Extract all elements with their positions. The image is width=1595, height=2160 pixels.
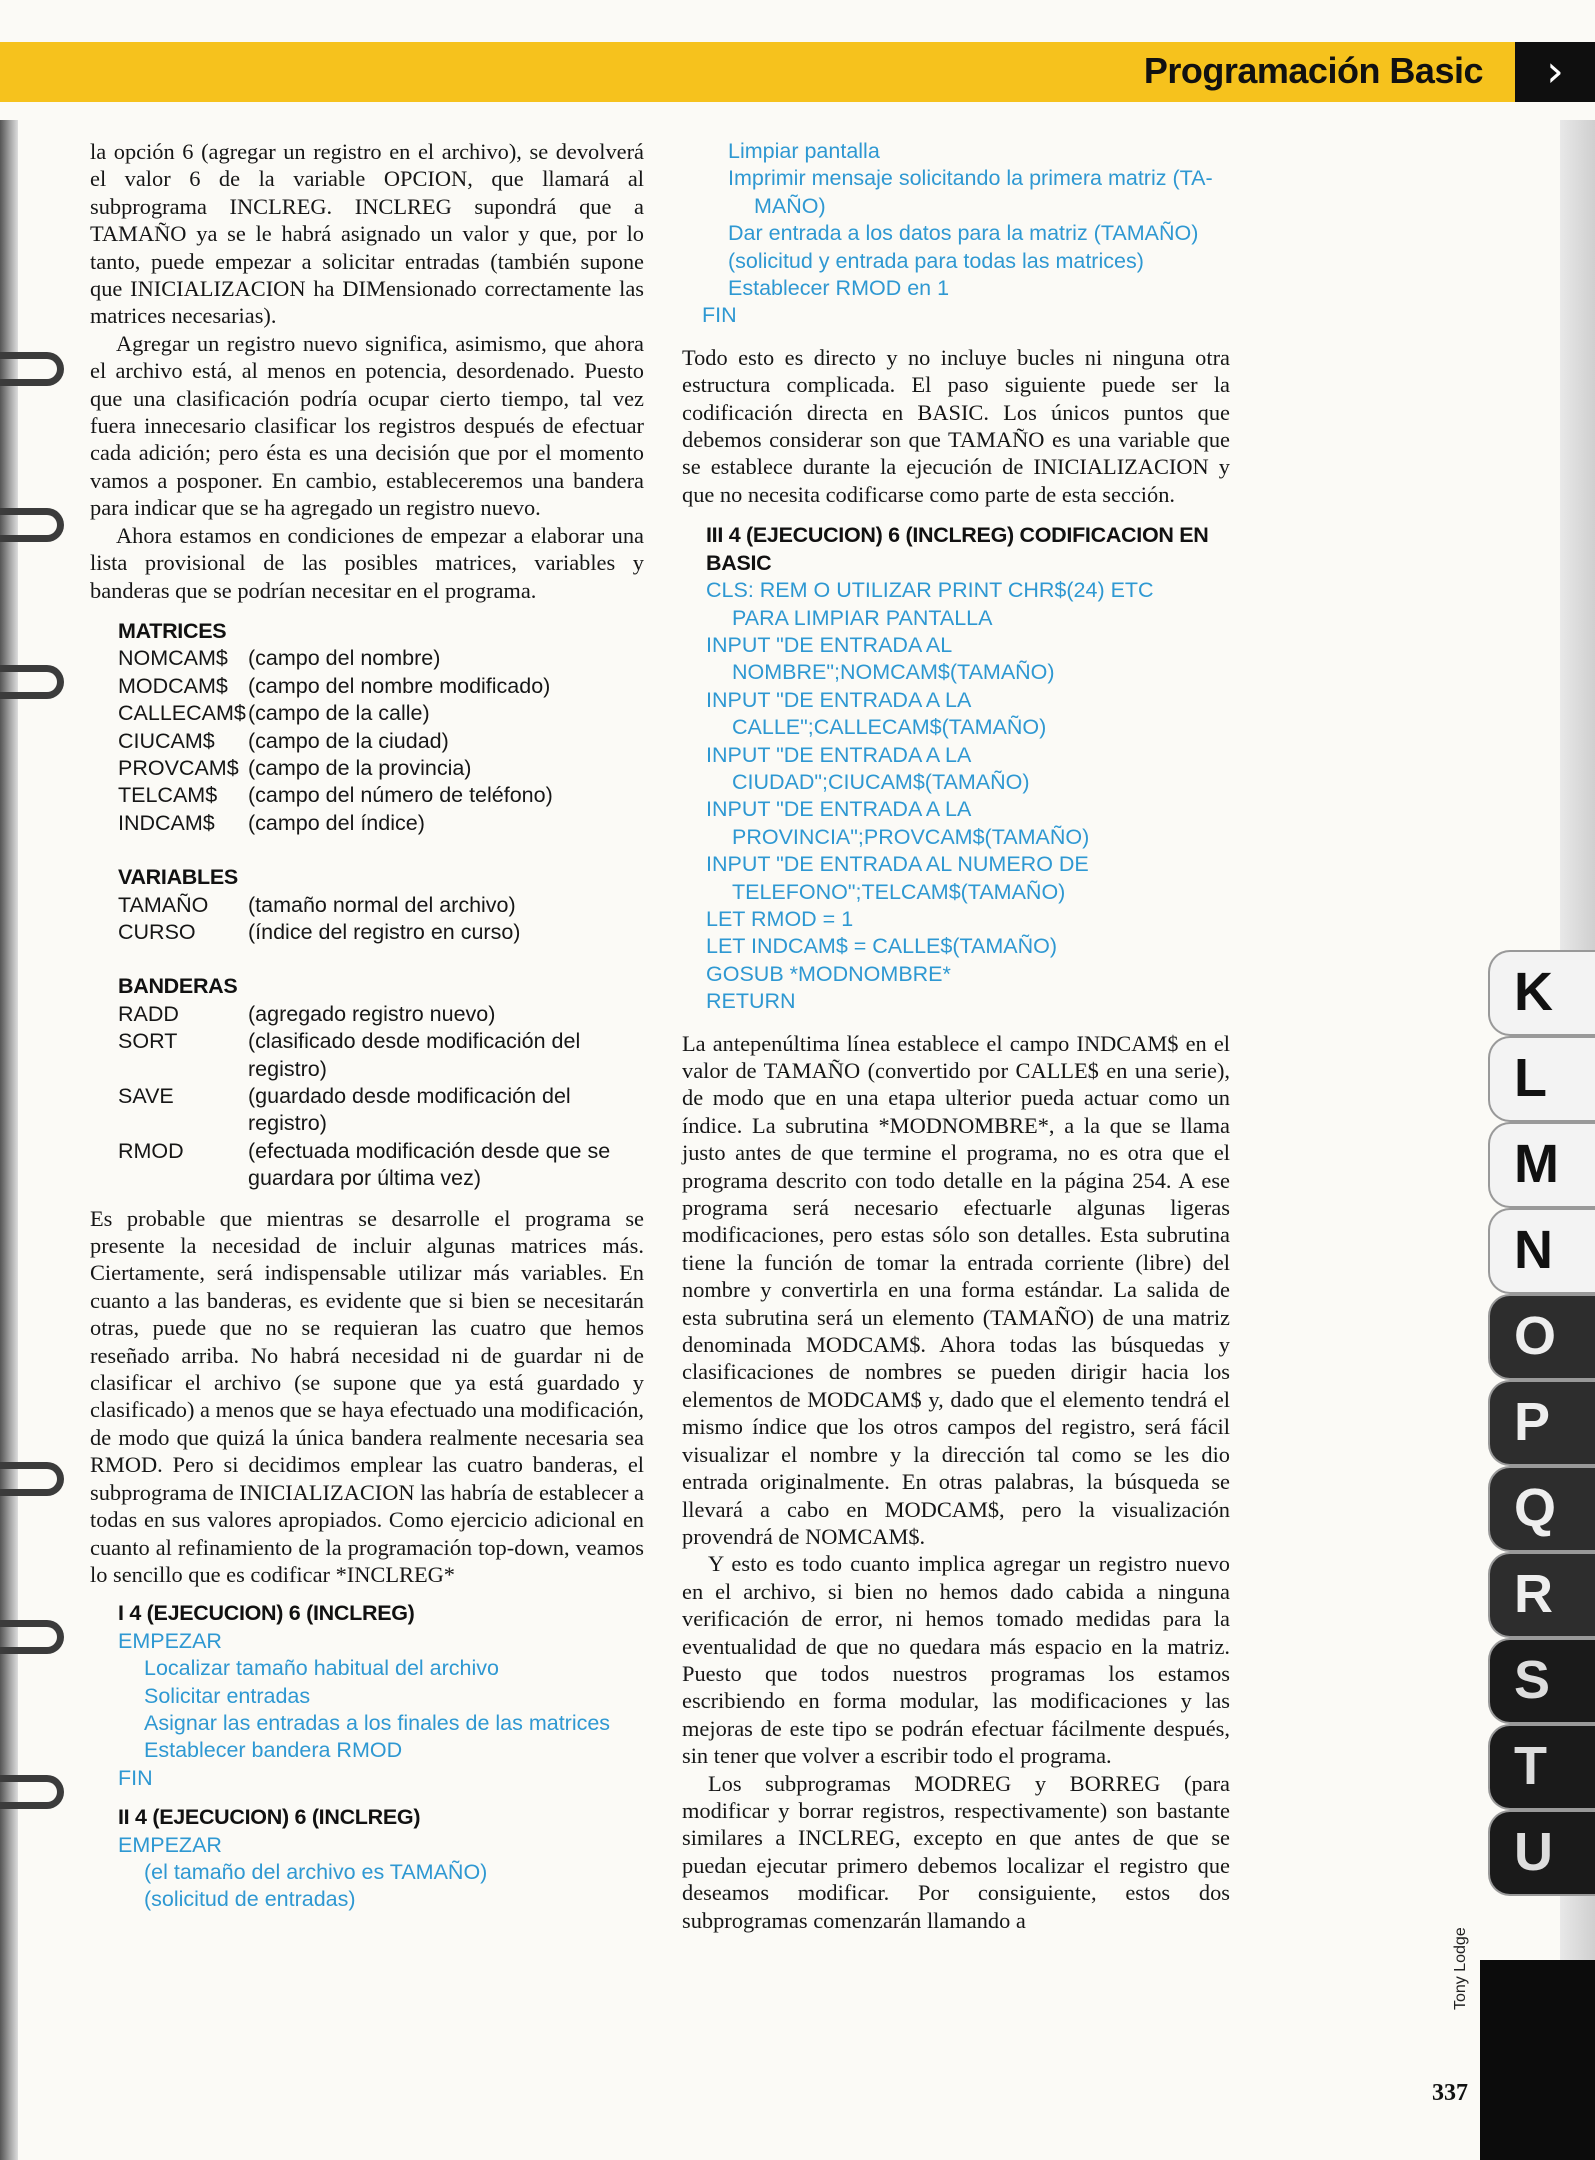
code-line: INPUT "DE ENTRADA A LA bbox=[706, 742, 972, 767]
list-item: RADD (agregado registro nuevo) bbox=[118, 1001, 496, 1026]
binder-ring bbox=[0, 508, 64, 542]
binder-ring bbox=[0, 1620, 64, 1654]
code-line: LET INDCAM$ = CALLE$(TAMAÑO) bbox=[706, 934, 1058, 959]
code-block bbox=[118, 1628, 644, 1792]
code-line: INPUT "DE ENTRADA A LA bbox=[706, 687, 972, 712]
code-line: MAÑO) bbox=[754, 193, 826, 218]
code-line: CLS: REM O UTILIZAR PRINT CHR$(24) ETC bbox=[706, 578, 1154, 603]
binder-spine bbox=[0, 120, 18, 2160]
tab-n[interactable]: N bbox=[1488, 1208, 1595, 1294]
code-block bbox=[682, 138, 1230, 330]
binder-ring bbox=[0, 352, 64, 386]
code-line: Imprimir mensaje solicitando la primera matriz (TA- bbox=[728, 166, 1213, 191]
tab-t[interactable]: T bbox=[1488, 1724, 1595, 1810]
code-line: GOSUB *MODNOMBRE* bbox=[706, 961, 951, 986]
right-column bbox=[682, 138, 1230, 1934]
tab-p[interactable]: P bbox=[1488, 1380, 1595, 1466]
code-line: Establecer bandera RMOD bbox=[144, 1738, 403, 1763]
code-line: PROVINCIA";PROVCAM$(TAMAÑO) bbox=[732, 824, 1090, 849]
code-block bbox=[118, 1832, 644, 1914]
matrices-list bbox=[118, 618, 644, 1193]
code-line: Localizar tamaño habitual del archivo bbox=[144, 1656, 499, 1681]
banderas-heading: BANDERAS bbox=[118, 974, 238, 999]
list-item: PROVCAM$ (campo de la provincia) bbox=[118, 755, 472, 780]
section-title: Programación Basic bbox=[1143, 50, 1483, 91]
list-item: SAVE (guardado desde modificación del registro) bbox=[118, 1084, 571, 1136]
paragraph: Los subprogramas MODREG y BORREG (para modificar y borrar registros, respectivamente) son bastante similares a INCLREG, excepto en que antes de que se puedan ejecutar primero debemos localizar el registro que deseamos modificar. Por consiguiente, estos dos subprogramas comenzarán llamando a bbox=[682, 1770, 1230, 1933]
list-item: TELCAM$ (campo del número de teléfono) bbox=[118, 783, 553, 808]
paragraph: Es probable que mientras se desarrolle el programa se presente la necesidad de incluir algunas matrices más. Ciertamente, será indispensable utilizar más variables. En cuanto a las banderas, es evidente que si bien se necesitarán otras, puede que no se requieran las cuatro que hemos reseñado arriba. No habrá necesidad ni de guardar ni de clasificar el archivo (se supone que ya está guardado y clasificado) a menos que se haya efectuado una modificación, de modo que quizá la única bandera realmente necesaria sea RMOD. Pero si decidimos emplear las cuatro banderas, el subprograma de INICIALIZACION las habría de establecer a todas en sus valores apropiados. Como ejercicio adicional en cuanto al refinamiento de la programación top-down, veamos lo sencillo que es codificar *INCLREG* bbox=[90, 1205, 644, 1587]
code-line: EMPEZAR bbox=[118, 1628, 222, 1653]
block-heading: III 4 (EJECUCION) 6 (INCLREG) CODIFICACION EN BASIC bbox=[706, 523, 1209, 575]
code-block bbox=[706, 577, 1230, 1016]
list-item: SORT (clasificado desde modificación del registro) bbox=[118, 1029, 581, 1081]
code-line: Establecer RMOD en 1 bbox=[728, 276, 950, 301]
code-line: CIUDAD";CIUCAM$(TAMAÑO) bbox=[732, 769, 1030, 794]
tab-m[interactable]: M bbox=[1488, 1122, 1595, 1208]
list-item: CALLECAM$ (campo de la calle) bbox=[118, 701, 430, 726]
basic-code-block bbox=[706, 522, 1230, 1015]
code-line: FIN bbox=[118, 1765, 153, 1790]
code-line: INPUT "DE ENTRADA A LA bbox=[706, 797, 972, 822]
paragraph: La antepenúltima línea establece el campo INDCAM$ en el valor de TAMAÑO (convertido por CALLE$ en una serie), de modo que en una etapa ulterior pueda actuar como un índice. La subrutina *MODNOMBRE*, a la que se llama justo antes de que termine el programa, no es otra que el programa descrito con todo detalle en la página 254. A ese programa será necesario efectuarle algunas ligeras modificaciones, pero estas sólo son detalles. Esta subrutina tiene la función de tomar la entrada corriente (libre) del nombre y convertirla en una forma estándar. La salida de esta subrutina será un elemento (TAMAÑO) de una matriz denominada MODCAM$. Ahora todas las búsquedas y clasificaciones de nombres se pueden dirigir hacia los elementos de MODCAM$ y, dado que el elemento tendrá el mismo índice que los otros campos del registro, será fácil visualizar el nombre y la dirección tal como se les dio entrada originalmente. En otras palabras, la búsqueda se llevará a cabo en MODCAM$, pero la visualización provendrá de NOMCAM$. bbox=[682, 1030, 1230, 1549]
code-line: TELEFONO";TELCAM$(TAMAÑO) bbox=[732, 879, 1066, 904]
paragraph: la opción 6 (agregar un registro en el archivo), se devolverá el valor 6 de la variable OPCION, que llamará al subprograma INCLREG. INCLREG supondrá que a TAMAÑO ya se le habrá asignado un valor y que, por lo tanto, puede empezar a solicitar entradas (también supone que INICIALIZACION ha DIMensionado correctamente las matrices necesarias). bbox=[90, 139, 644, 329]
tab-q[interactable]: Q bbox=[1488, 1466, 1595, 1552]
variables-heading: VARIABLES bbox=[118, 865, 238, 890]
binder-ring bbox=[0, 665, 64, 699]
code-line: RETURN bbox=[706, 989, 796, 1014]
code-line: LET RMOD = 1 bbox=[706, 906, 854, 931]
index-tabs bbox=[1488, 950, 1595, 1896]
binder-ring bbox=[0, 1462, 64, 1496]
page-number: 337 bbox=[1432, 2080, 1468, 2106]
list-item: CIUCAM$ (campo de la ciudad) bbox=[118, 728, 449, 753]
tab-k[interactable]: K bbox=[1488, 950, 1595, 1036]
list-item: NOMCAM$ (campo del nombre) bbox=[118, 646, 441, 671]
code-line: (solicitud de entradas) bbox=[144, 1887, 356, 1912]
code-line: INPUT "DE ENTRADA AL NUMERO DE bbox=[706, 852, 1089, 877]
next-page-icon[interactable]: › bbox=[1515, 42, 1595, 102]
list-item: TAMAÑO (tamaño normal del archivo) bbox=[118, 892, 516, 917]
code-line: Dar entrada a los datos para la matriz (TAMAÑO) bbox=[728, 221, 1199, 246]
block-heading: I 4 (EJECUCION) 6 (INCLREG) bbox=[118, 1601, 415, 1626]
tab-r[interactable]: R bbox=[1488, 1552, 1595, 1638]
pseudocode-block-2 bbox=[118, 1804, 644, 1914]
code-line: PARA LIMPIAR PANTALLA bbox=[732, 605, 993, 630]
tab-o[interactable]: O bbox=[1488, 1294, 1595, 1380]
code-line: FIN bbox=[702, 303, 737, 328]
paragraph: Agregar un registro nuevo significa, asimismo, que ahora el archivo está, al menos en potencia, desordenado. Puesto que una clasificación podría ocupar cierto tiempo, tal vez fuera innecesario clasificar los registros después de efectuar cada adición; pero ésta es una decisión que por el momento vamos a posponer. En cambio, estableceremos una bandera para indicar que se ha agregado un registro nuevo. bbox=[90, 330, 644, 521]
photo-credit: Tony Lodge bbox=[1452, 1927, 1469, 2010]
list-item: INDCAM$ (campo del índice) bbox=[118, 810, 425, 835]
list-item: RMOD (efectuada modificación desde que se guardara por última vez) bbox=[118, 1138, 611, 1191]
paragraph: Todo esto es directo y no incluye bucles ni ninguna otra estructura complicada. El paso siguiente puede ser la codificación directa en BASIC. Los únicos puntos que debemos considerar son que TAMAÑO es una variable que se establece durante la ejecución de INICIALIZACION y que no necesita codificarse como parte de esta sección. bbox=[682, 344, 1230, 507]
code-line: NOMBRE";NOMCAM$(TAMAÑO) bbox=[732, 660, 1055, 685]
tab-s[interactable]: S bbox=[1488, 1638, 1595, 1724]
code-line: Solicitar entradas bbox=[144, 1683, 311, 1708]
list-item: MODCAM$ (campo del nombre modificado) bbox=[118, 673, 551, 698]
paragraph: Y esto es todo cuanto implica agregar un registro nuevo en el archivo, si bien no hemos dado cabida a ninguna verificación de error, ni hemos tomado medidas para la eventualidad de que no quedara más espacio en la matriz. Puesto que todos nuestros programas los estamos escribiendo en forma modular, las modificaciones y las mejoras de este tipo se podrán efectuar fácilmente después, sin tener que volver a escribir todo el programa. bbox=[682, 1551, 1230, 1769]
pseudocode-block-1 bbox=[118, 1600, 644, 1792]
code-line: (el tamaño del archivo es TAMAÑO) bbox=[144, 1859, 488, 1884]
binder-ring bbox=[0, 1775, 64, 1809]
matrices-heading: MATRICES bbox=[118, 618, 227, 643]
block-heading: II 4 (EJECUCION) 6 (INCLREG) bbox=[118, 1805, 421, 1830]
code-line: CALLE";CALLECAM$(TAMAÑO) bbox=[732, 715, 1047, 740]
left-column bbox=[90, 138, 644, 1914]
tab-l[interactable]: L bbox=[1488, 1036, 1595, 1122]
tab-u[interactable]: U bbox=[1488, 1810, 1595, 1896]
list-item: CURSO (índice del registro en curso) bbox=[118, 919, 521, 944]
code-line: Limpiar pantalla bbox=[728, 139, 880, 163]
code-line: (solicitud y entrada para todas las matrices) bbox=[728, 248, 1144, 273]
code-line: EMPEZAR bbox=[118, 1832, 222, 1857]
binder-edge-shadow bbox=[1480, 1960, 1595, 2160]
code-line: Asignar las entradas a los finales de las matrices bbox=[144, 1710, 611, 1735]
paragraph: Ahora estamos en condiciones de empezar a elaborar una lista provisional de las posibles matrices, variables y banderas que se podrían necesitar en el programa. bbox=[90, 522, 644, 603]
code-line: INPUT "DE ENTRADA AL bbox=[706, 632, 953, 657]
